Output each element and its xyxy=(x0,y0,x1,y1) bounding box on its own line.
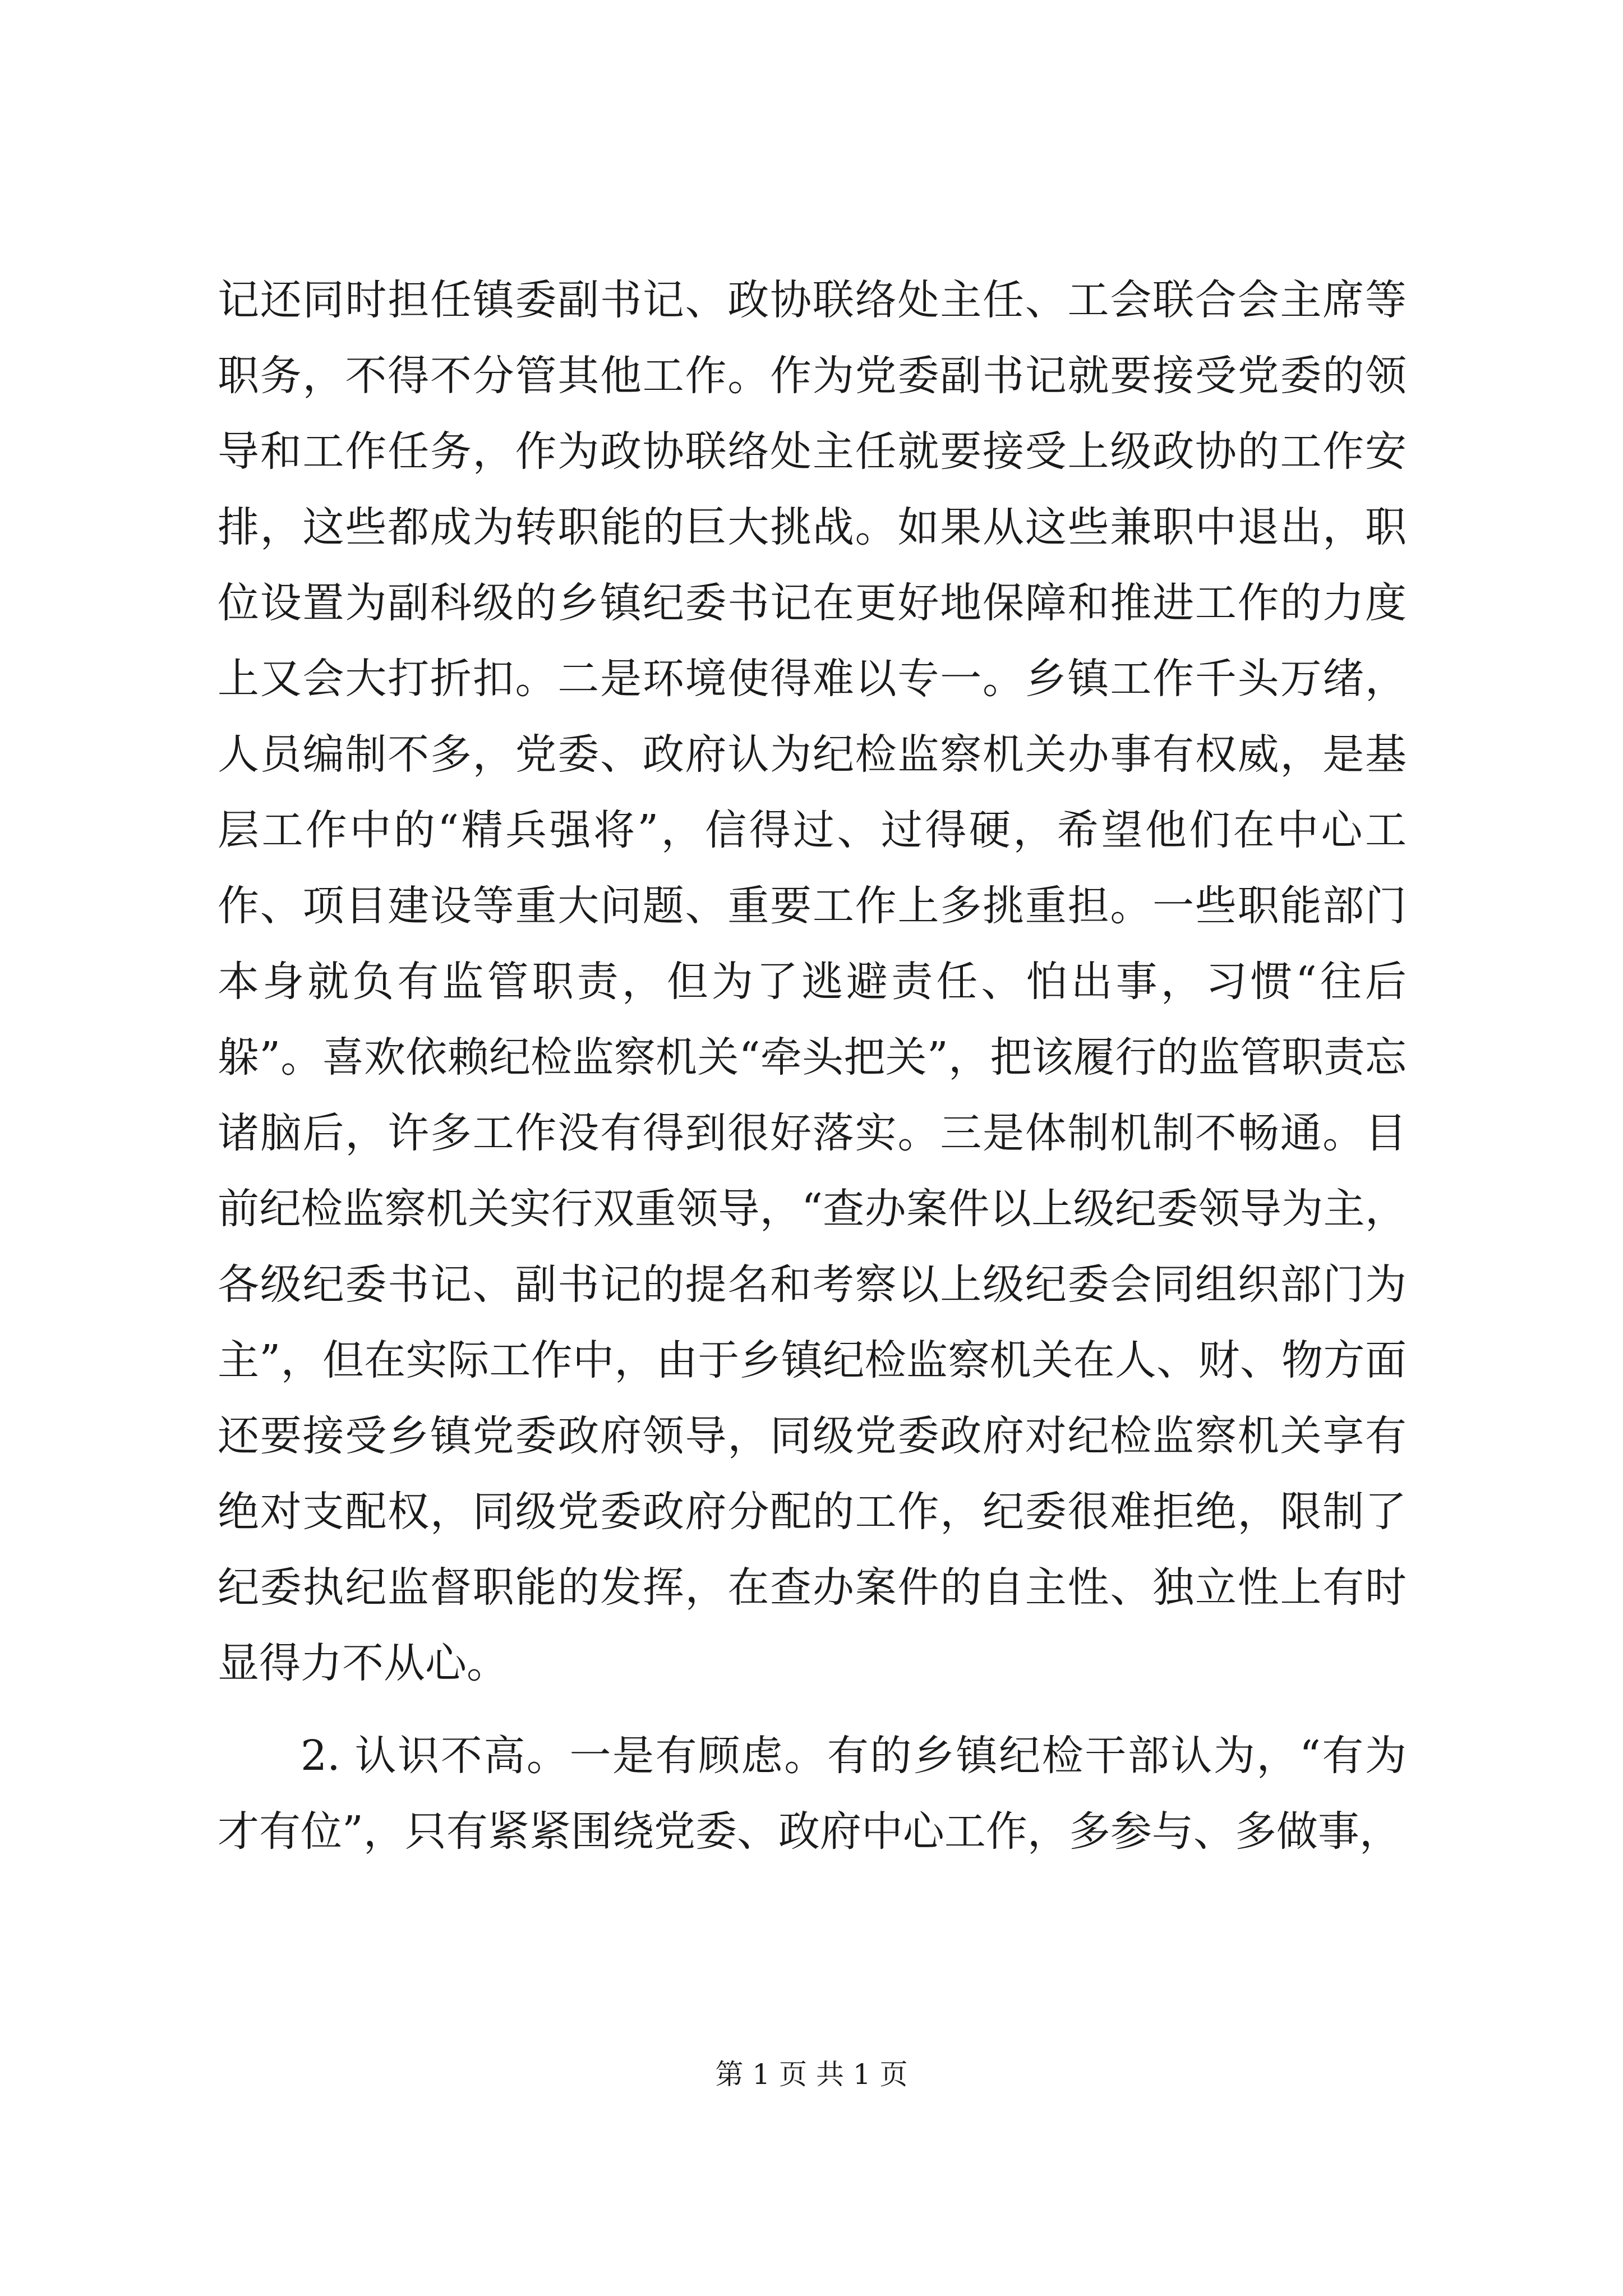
paragraph-1: 记还同时担任镇委副书记、政协联络处主任、工会联合会主席等职务，不得不分管其他工作。作为党委副书记就要接受党委的领导和工作任务，作为政协联络处主任就要接受上级政协的工作安排，这些都成为转职能的巨大挑战。如果从这些兼职中退出，职位设置为副科级的乡镇纪委书记在更好地保障和推进工作的力度上又会大打折扣。二是环境使得难以专一。乡镇工作千头万绪，人员编制不多，党委、政府认为纪检监察机关办事有权威，是基层工作中的“精兵强将”，信得过、过得硬，希望他们在中心工作、项目建设等重大问题、重要工作上多挑重担。一些职能部门本身就负有监管职责，但为了逃避责任、怕出事，习惯“往后躲”。喜欢依赖纪检监察机关“牵头把关”，把该履行的监管职责忘诸脑后，许多工作没有得到很好落实。三是体制机制不畅通。目前纪检监察机关实行双重领导，“查办案件以上级纪委领导为主，各级纪委书记、副书记的提名和考察以上级纪委会同组织部门为主”，但在实际工作中，由于乡镇纪检监察机关在人、财、物方面还要接受乡镇党委政府领导，同级党委政府对纪检监察机关享有绝对支配权，同级党委政府分配的工作，纪委很难拒绝，限制了纪委执纪监督职能的发挥，在查办案件的自主性、独立性上有时显得力不从心。 xyxy=(218,276,1407,1687)
paragraph-2: 2. 认识不高。一是有顾虑。有的乡镇纪检干部认为，“有为才有位”，只有紧紧围绕党委、政府中心工作，多参与、多做事， xyxy=(218,1732,1407,1856)
page-footer: 第 1 页 共 1 页 xyxy=(715,2058,908,2091)
document-body xyxy=(218,263,1407,1870)
